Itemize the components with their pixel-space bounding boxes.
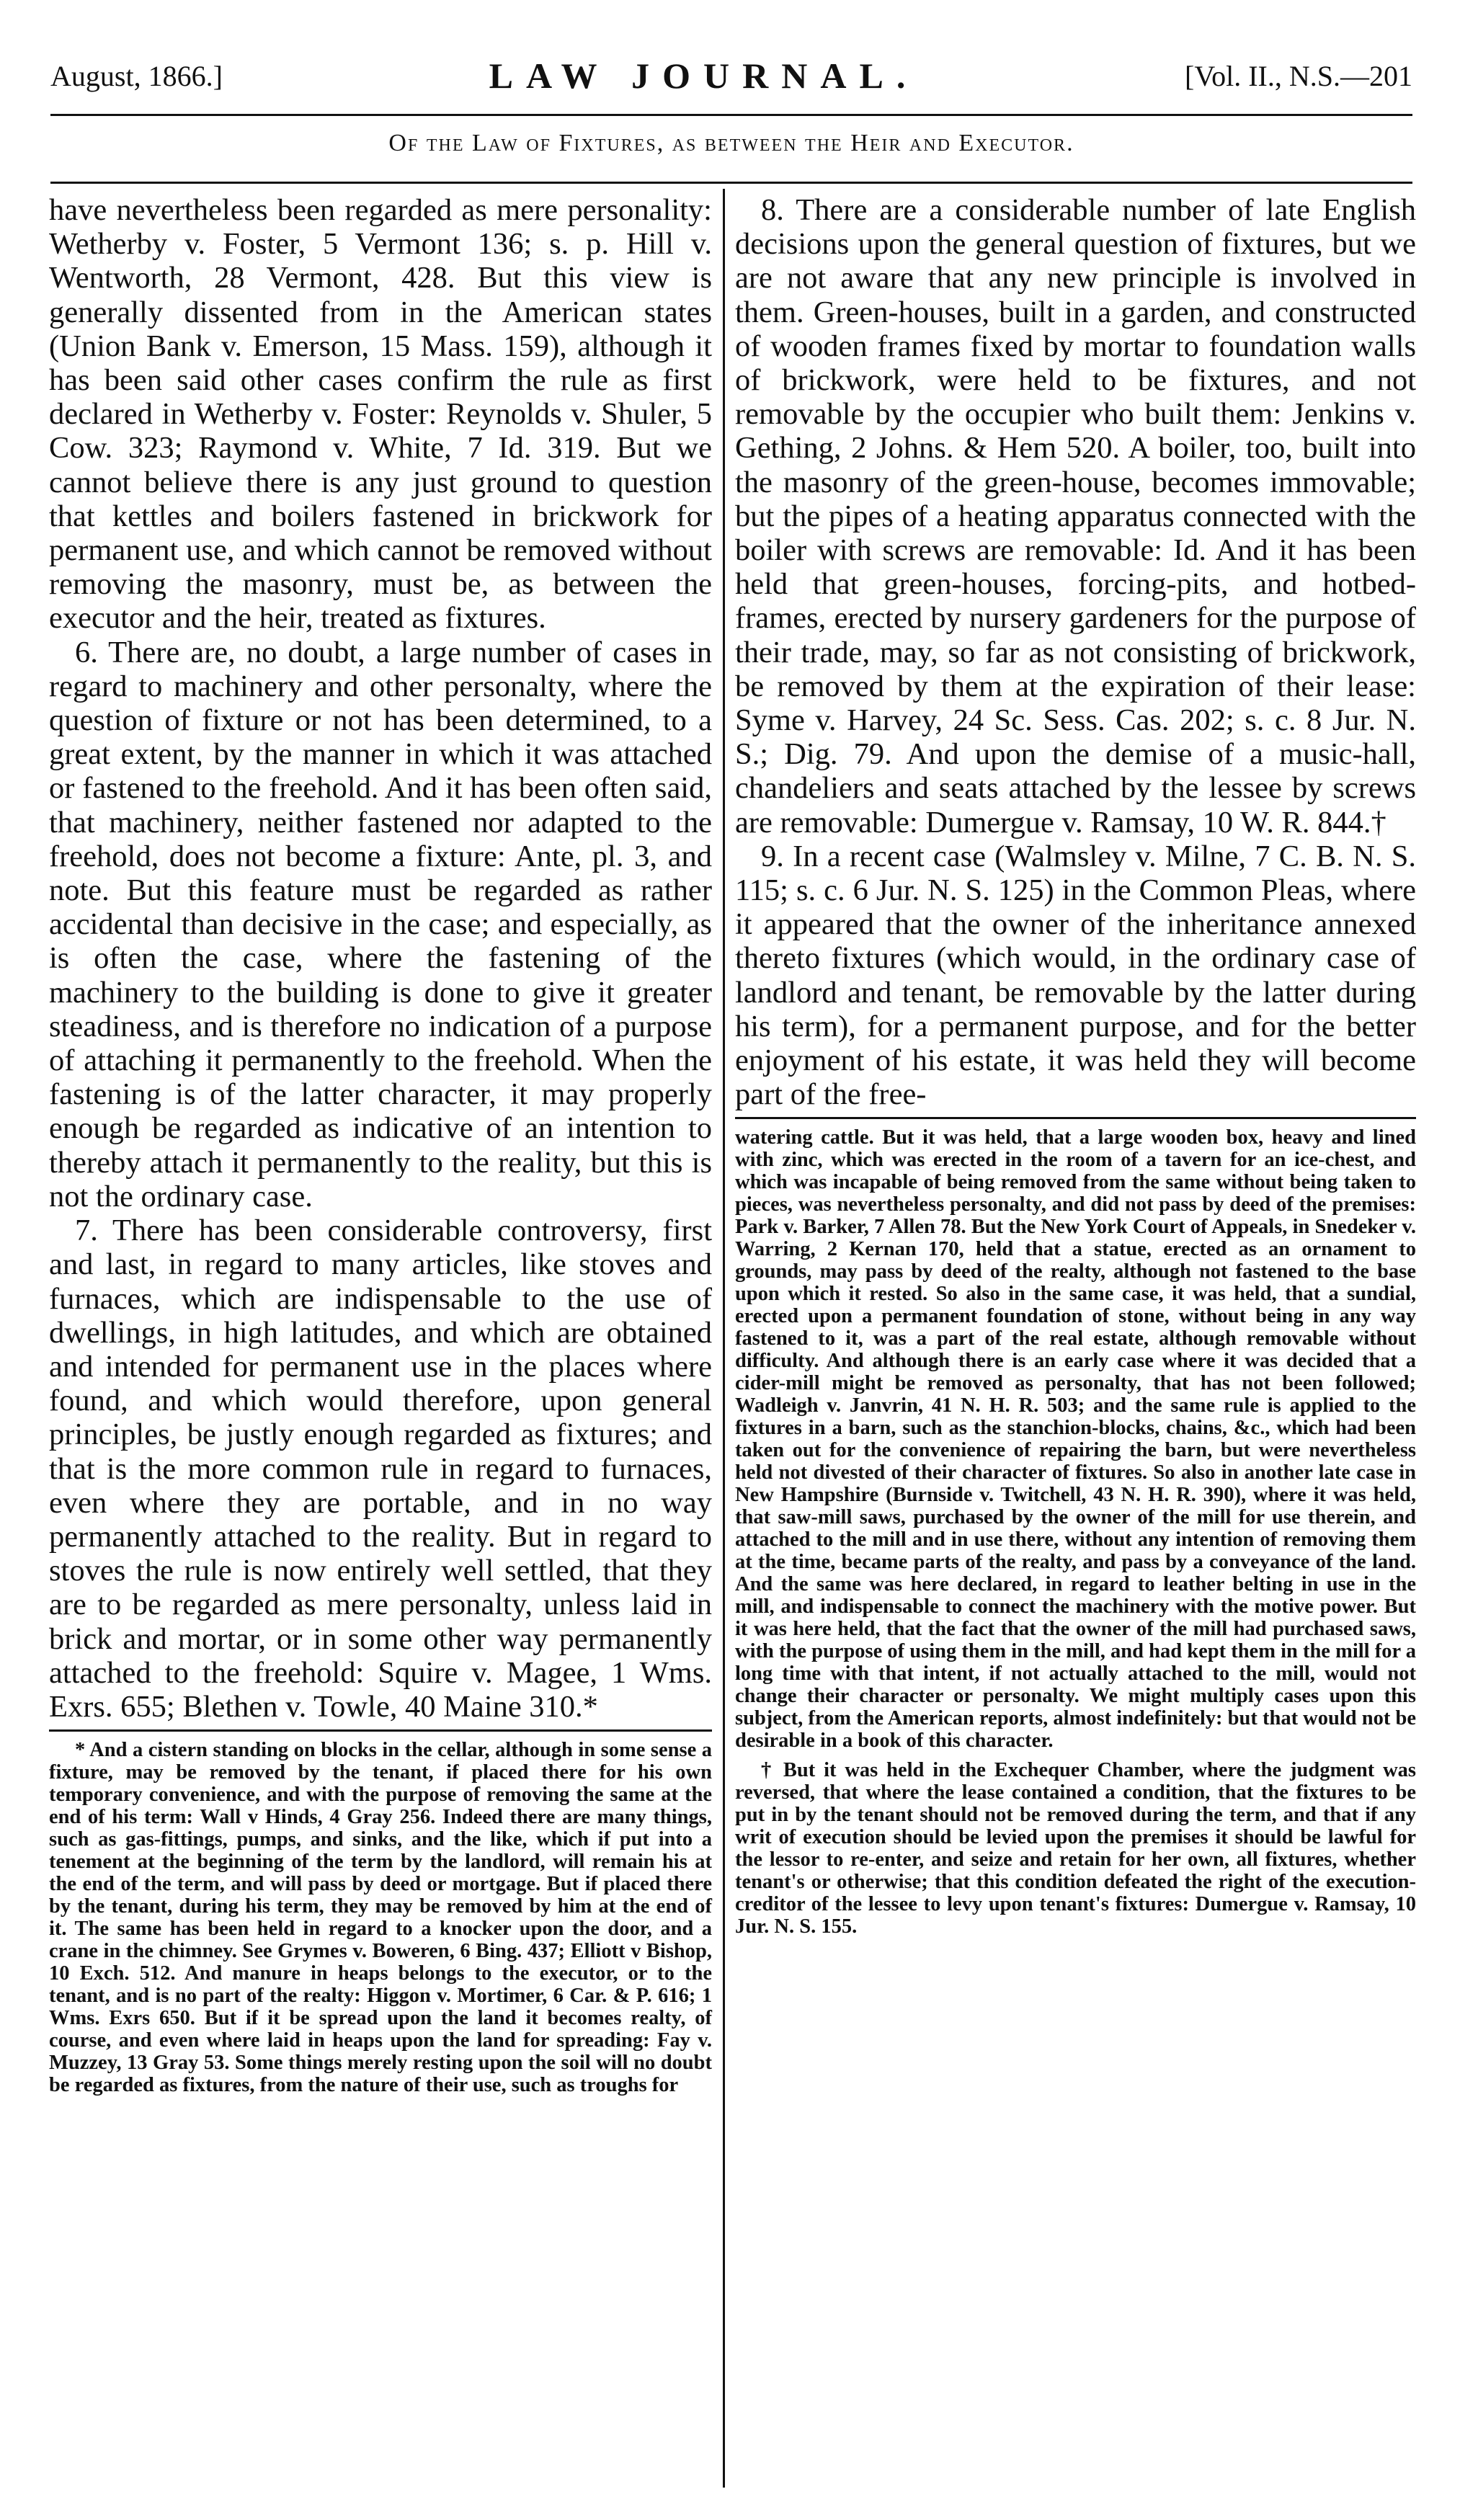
footnote-star-continued: watering cattle. But it was held, that a large wooden box, heavy and lined with zinc, which was erected in the room of a tavern for an ice-chest, and which was incapable of being removed from the same without being taken to pieces, was nevertheless personalty, and did not pass by deed of the premises: Park v. Barker, 7 Allen 78. But the New York Court of Appeals, in Snedeker v. Warring, 2 Kernan 170, held that a statue, erected as an ornament to grounds, may pass by deed of the realty, although not fastened to the base upon which it rested. So also in the same case, it was held, that a sundial, erected upon a permanent foundation of stone, without being in any way fastened to it, was a part of the real estate, although removable without difficulty. And although there is an early case where it was decided that a cider-mill might be removed as personalty, that has not been followed; Wadleigh v. Janvrin, 41 N. H. R. 503; and the same rule is applied to the fixtures in a barn, such as the stanchion-blocks, chains, &c., which had been taken out for the convenience of repairing the barn, but were nevertheless held not divested of their character of fixtures. So also in another late case in New Hampshire (Burnside v. Twitchell, 43 N. H. R. 390), where it was held, that saw-mill saws, purchased by the owner of the mill for use therein, and attached to the mill and in use there, without any intention of removing them at the time, became parts of the realty, and pass by a conveyance of the land. And the same was here declared, in regard to leather belting in use in the mill, and indispensable to connect the machinery with the motive power. But it was here held, that the fact that the owner of the mill had purchased saws, with the purpose of using them in the mill, and had kept them in the mill for a long time with that intent, if not actually attached to the mill, would not change their character or personalty. We might multiply cases upon this subject, from the American reports, almost indefinitely: but that would not be desirable in a book of this character.: [735, 1126, 1416, 1753]
issue-date: August, 1866.]: [50, 59, 223, 92]
paragraph-9: 9. In a recent case (Walmsley v. Milne, 7 C. B. N. S. 115; s. c. 6 Jur. N. S. 125) in the Common Pleas, where it appeared that the owner of the inheritance annexed thereto fixtures (which would, in the ordinary case of landlord and tenant, be removable by the latter during his term), for a permanent purpose, and for the better enjoyment of his estate, it was held they will become part of the free-: [735, 839, 1416, 1112]
article-title: Of the Law of Fixtures, as between the Heir and Executor.: [388, 130, 1074, 156]
left-column: [49, 193, 712, 2096]
journal-title: LAW JOURNAL.: [489, 55, 919, 96]
paragraph-6: 6. There are, no doubt, a large number of cases in regard to machinery and other personalty, where the question of fixture or not has been determined, to a great extent, by the manner in which it was attached or fastened to the freehold. And it has been often said, that machinery, neither fastened nor adapted to the freehold, does not become a fixture: Ante, pl. 3, and note. But this feature must be regarded as rather accidental than decisive in the case; and especially, as is often the case, where the fastening of the machinery to the building is done to give it greater steadiness, and is therefore no indication of a purpose of attaching it permanently to the freehold. When the fastening is of the latter character, it may properly enough be regarded as indicative of an intention to thereby attach it permanently to the reality, but this is not the ordinary case.: [49, 635, 712, 1214]
footnote-dagger: † But it was held in the Exchequer Chamber, where the judgment was reversed, that where the lease contained a condition, that the fixtures to be put in by the tenant should not be removed during the term, and that if any writ of execution should be levied upon the premises it should be lawful for the lessor to re-enter, and seize and retain for her own, all fixtures, whether tenant's or otherwise; that this condition defeated the right of the execution-creditor of the lessee to levy upon tenant's fixtures: Dumergue v. Ramsay, 10 Jur. N. S. 155.: [735, 1759, 1416, 1938]
paragraph-7: 7. There has been considerable controversy, first and last, in regard to many articles, like stoves and furnaces, which are indispensable to the use of dwellings, in high latitudes, and which are obtained and intended for permanent use in the places where found, and which would therefore, upon general principles, be justly enough regarded as fixtures; and that is the more common rule in regard to furnaces, even where they are portable, and in no way permanently attached to the reality. But in regard to stoves the rule is now entirely well settled, that they are to be regarded as mere personalty, unless laid in brick and mortar, or in some other way permanently attached to the freehold: Squire v. Magee, 1 Wms. Exrs. 655; Blethen v. Towle, 40 Maine 310.*: [49, 1214, 712, 1724]
volume-page-number: [Vol. II., N.S.—201: [1185, 59, 1412, 92]
paragraph-8: 8. There are a considerable number of late English decisions upon the general question of fixtures, but we are not aware that any new principle is involved in them. Green-houses, built in a garden, and constructed of wooden frames fixed by mortar to foundation walls of brickwork, were held to be fixtures, and not removable by the occupier who built them: Jenkins v. Gething, 2 Johns. & Hem 520. A boiler, too, built into the masonry of the green-house, becomes immovable; but the pipes of a heating apparatus connected with the boiler with screws are removable: Id. And it has been held that green-houses, forcing-pits, and hotbed-frames, erected by nursery gardeners for the purpose of their trade, may, so far as not consisting of brickwork, be removed by them at the expiration of their lease: Syme v. Harvey, 24 Sc. Sess. Cas. 202; s. c. 8 Jur. N. S.; Dig. 79. And upon the demise of a music-hall, chandeliers and seats attached by the lessee by screws are removable: Dumergue v. Ramsay, 10 W. R. 844.†: [735, 193, 1416, 840]
column-divider: [723, 189, 725, 2488]
paragraph-continued: have nevertheless been regarded as mere personality: Wetherby v. Foster, 5 Vermont 136; s. p. Hill v. Wentworth, 28 Vermont, 428. But this view is generally dissented from in the American states (Union Bank v. Emerson, 15 Mass. 159), although it has been said other cases confirm the rule as first declared in Wetherby v. Foster: Reynolds v. Shuler, 5 Cow. 323; Raymond v. White, 7 Id. 319. But we cannot believe there is any just ground to question that kettles and boilers fastened in brickwork for permanent use, and which cannot be removed without removing the masonry, must be, as between the executor and the heir, treated as fixtures.: [49, 193, 712, 636]
footnote-rule: [49, 1729, 712, 1732]
header-rule: [50, 114, 1412, 116]
footnote-star: * And a cistern standing on blocks in the cellar, although in some sense a fixture, may be removed by the tenant, if placed there for his own temporary convenience, and with the purpose of removing the same at the end of his term: Wall v Hinds, 4 Gray 256. Indeed there are many things, such as gas-fittings, pumps, and sinks, and the like, which if put into a tenement at the beginning of the term by the landlord, will remain his at the end of the term, and will pass by deed or mortgage. But if placed there by the tenant, during his term, they may be removed by him at the end of it. The same has been held in regard to a knocker upon the door, and a crane in the chimney. See Grymes v. Boweren, 6 Bing. 437; Elliott v Bishop, 10 Exch. 512. And manure in heaps belongs to the executor, or to the tenant, and is no part of the realty: Higgon v. Mortimer, 6 Car. & P. 616; 1 Wms. Exrs 650. But if it be spread upon the land it becomes realty, of course, and even where laid in heaps upon the land for spreading: Fay v. Muzzey, 13 Gray 53. Some things merely resting upon the soil will no doubt be regarded as fixtures, from the nature of their use, such as troughs for: [49, 1739, 712, 2097]
footnote-rule: [735, 1117, 1416, 1119]
running-header: [50, 50, 1412, 101]
title-rule: [50, 182, 1412, 184]
right-column: [735, 193, 1416, 1938]
